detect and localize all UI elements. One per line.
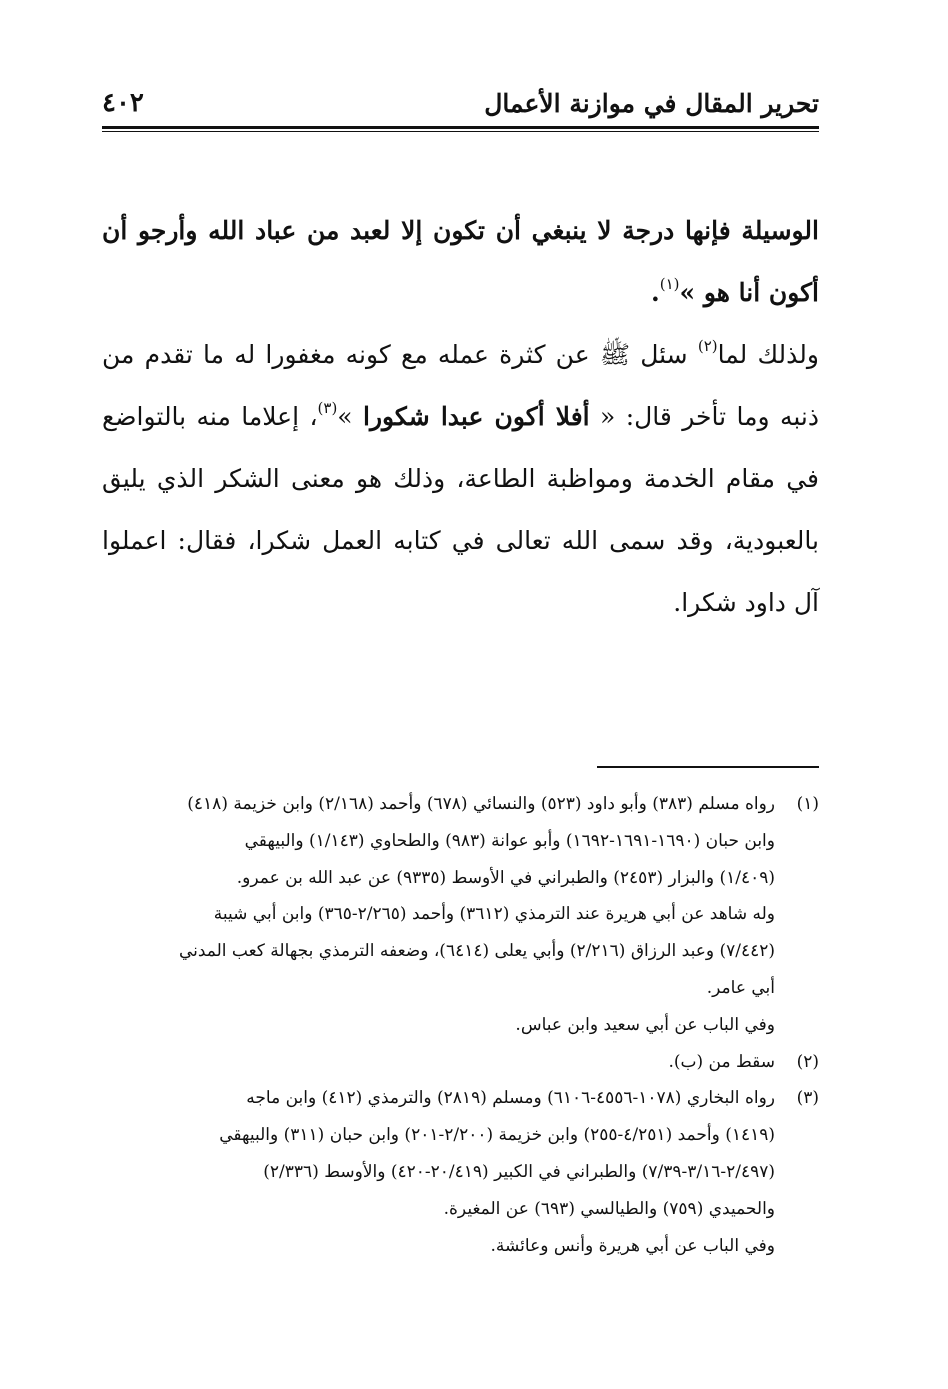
paragraph-2: [102, 324, 819, 634]
footnote-line: وفي الباب عن أبي هريرة وأنس وعائشة.: [490, 1235, 775, 1256]
main-text: [102, 200, 819, 634]
paragraph-1-text: الوسيلة فإنها درجة لا ينبغي أن تكون إلا لعبد من عباد الله وأرجو أن أكون أنا هو »: [102, 216, 819, 307]
footnote-3-body: [102, 1080, 775, 1264]
footnote-line: (٢/٤٩٧-٣/١٦-٧/٣٩) والطبراني في الكبير (٢٠/٤١٩-٤٢٠) والأوسط (٢/٣٣٦): [263, 1161, 775, 1182]
footnote-1: [102, 786, 819, 1044]
page-header: [102, 78, 819, 128]
footnote-line: أبي عامر.: [706, 977, 775, 998]
footnote-2-mark: (٢): [796, 1051, 819, 1072]
footnote-2-body: [102, 1044, 775, 1081]
footnote-1-mark: (١): [796, 794, 819, 814]
footnote-2: [102, 1044, 819, 1081]
paragraph-2-part-b: سئل ﷺ عن كثرة عمله مع كونه مغفورا له ما تقدم من ذنبه وما تأخر قال: «: [102, 340, 819, 431]
footnote-line: رواه البخاري (١٠٧٨-٤٥٥٦-٦١٠٦) ومسلم (٢٨١٩) والترمذي (٤١٢) وابن ماجه: [246, 1088, 775, 1109]
paragraph-1: [102, 200, 819, 324]
hadith-quote: أفلا أكون عبدا شكورا: [363, 402, 590, 431]
paragraph-2-part-c: »: [337, 402, 363, 431]
footnote-line: وله شاهد عن أبي هريرة عند الترمذي (٣٦١٢) وأحمد (٢/٢٦٥-٣٦٥) وابن أبي شيبة: [213, 904, 775, 925]
footnotes: [102, 786, 819, 1264]
paragraph-1-end: .: [651, 278, 660, 307]
footnote-line: (١٤١٩) وأحمد (٤/٢٥١-٢٥٥) وابن خزيمة (٢/٢٠٠-٢٠١) وابن حبان (٣١١) والبيهقي: [219, 1125, 775, 1146]
footnote-ref-1: (١): [659, 275, 680, 293]
footnote-line: (١/٤٠٩) والبزار (٢٤٥٣) والطبراني في الأوسط (٩٣٣٥) عن عبد الله بن عمرو.: [236, 867, 775, 888]
footnote-line: سقط من (ب).: [668, 1051, 775, 1072]
footnote-1-body: [102, 786, 775, 1044]
footnote-line: والحميدي (٧٥٩) والطيالسي (٦٩٣) عن المغيرة.: [443, 1198, 775, 1219]
footnote-3: [102, 1080, 819, 1264]
header-rule: [102, 126, 819, 132]
footnote-line: (٧/٤٤٢) وعبد الرزاق (٢/٢١٦) وأبي يعلى (٦٤١٤)، وضعفه الترمذي بجهالة كعب المدني: [178, 941, 775, 962]
footnote-line: رواه مسلم (٣٨٣) وأبو داود (٥٢٣) والنسائي (٦٧٨) وأحمد (٢/١٦٨) وابن خزيمة (٤١٨): [187, 794, 775, 814]
footnote-3-mark: (٣): [796, 1088, 819, 1109]
running-title: تحرير المقال في موازنة الأعمال: [484, 88, 819, 118]
page-number: ٤٠٢: [102, 88, 144, 118]
footnote-ref-2: (٢): [697, 337, 718, 355]
footnote-line: وفي الباب عن أبي سعيد وابن عباس.: [515, 1014, 775, 1035]
footnote-separator: [597, 766, 819, 768]
footnote-line: وابن حبان (١٦٩٠-١٦٩١-١٦٩٢) وأبو عوانة (٩٨٣) والطحاوي (١/١٤٣) والبيهقي: [244, 830, 775, 851]
paragraph-2-part-d: ، إعلاما منه بالتواضع في مقام الخدمة ومواظبة الطاعة، وذلك هو معنى الشكر الذي يليق بالعبودية، وقد سمى الله تعالى في كتابه العمل شكرا، فقال: اعملوا آل داود شكرا.: [102, 402, 819, 617]
paragraph-2-part-a: ولذلك لما: [717, 340, 819, 369]
footnote-ref-3: (٣): [317, 399, 338, 417]
